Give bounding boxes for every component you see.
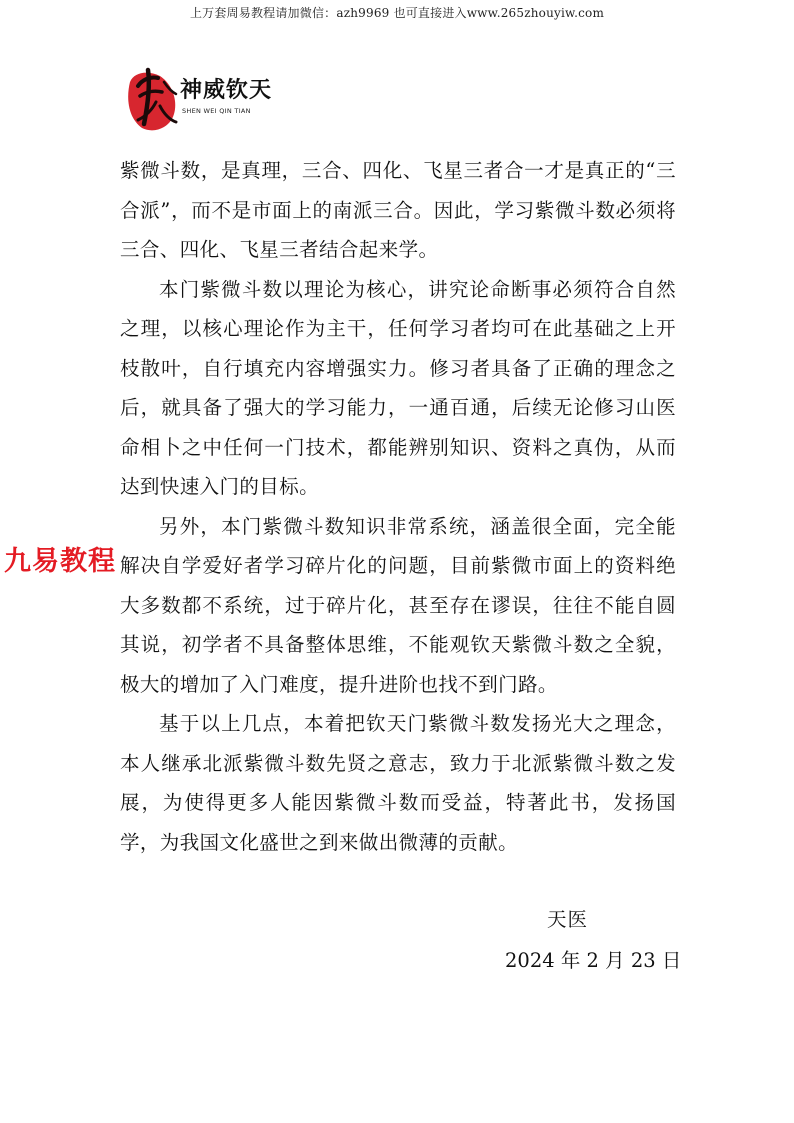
author-signature: 天医 [547, 908, 589, 931]
watermark-stamp: 九易教程 [4, 546, 116, 577]
logo-name: 神威钦天 [180, 78, 273, 103]
paragraph: 本门紫微斗数以理论为核心，讲究论命断事必须符合自然之理，以核心理论作为主干，任何学习者均可在此基础之上开枝散叶，自行填充内容增强实力。修习者具备了正确的理念之后，就具备了强大的学习能力，一通百通，后续无论修习山医命相卜之中任何一门技术，都能辨别知识、资料之真伪，从而达到快速入门的目标。 [120, 277, 676, 498]
signature-date: 2024 年 2 月 23 日 [505, 949, 682, 972]
header-note: 上万套周易教程请加微信：azh9969 也可直接进入www.265zhouyiw.com [189, 6, 605, 20]
brush-seal-icon [120, 62, 182, 134]
paragraph: 基于以上几点，本着把钦天门紫微斗数发扬光大之理念，本人继承北派紫微斗数先贤之意志，致力于北派紫微斗数之发展，为使得更多人能因紫微斗数而受益，特著此书，发扬国学，为我国文化盛世之到来做出微薄的贡献。 [120, 712, 676, 854]
document-body [120, 151, 676, 862]
paragraph: 紫微斗数，是真理，三合、四化、飞星三者合一才是真正的“三合派”，而不是市面上的南派三合。因此，学习紫微斗数必须将三合、四化、飞星三者结合起来学。 [120, 159, 676, 261]
brand-logo [120, 62, 300, 134]
logo-subtitle: SHEN WEI QIN TIAN [182, 107, 251, 115]
paragraph: 另外，本门紫微斗数知识非常系统，涵盖很全面，完全能解决自学爱好者学习碎片化的问题，目前紫微市面上的资料绝大多数都不系统，过于碎片化，甚至存在谬误，往往不能自圆其说，初学者不具备整体思维，不能观钦天紫微斗数之全貌，极大的增加了入门难度，提升进阶也找不到门路。 [120, 514, 676, 696]
